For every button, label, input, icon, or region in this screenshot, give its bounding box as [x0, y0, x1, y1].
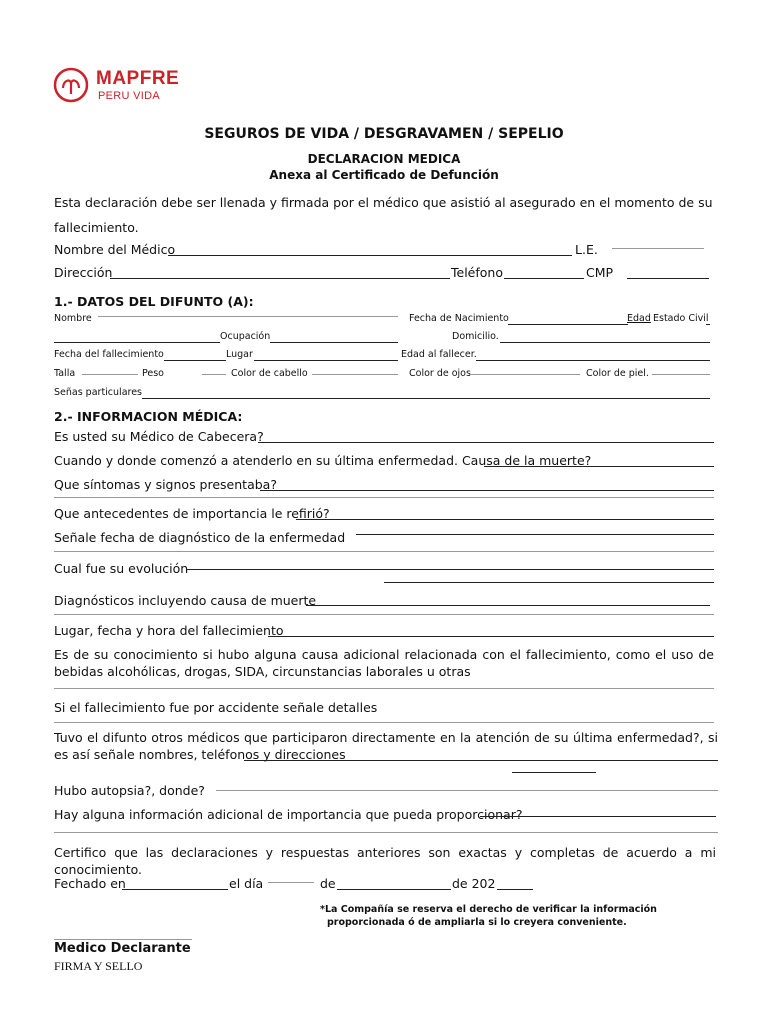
mapfre-emblem-icon — [52, 66, 90, 104]
q3-field[interactable] — [260, 490, 714, 491]
q3-field-2[interactable] — [54, 497, 714, 498]
q6-field[interactable] — [186, 569, 714, 570]
nombre-medico-field[interactable] — [168, 255, 572, 256]
color-piel-field[interactable] — [652, 374, 710, 375]
fecha-fallecimiento-field[interactable] — [164, 360, 226, 361]
signature-line[interactable] — [54, 939, 192, 940]
mes-field[interactable] — [337, 889, 451, 890]
telefono-field[interactable] — [504, 278, 584, 279]
color-piel-label: Color de piel. — [586, 368, 649, 379]
nombre-field-2[interactable] — [54, 342, 220, 343]
disclaimer-note-1: *La Compañía se reserva el derecho de verificar la información — [320, 904, 657, 915]
lugar-label: Lugar — [226, 349, 253, 360]
q4-field[interactable] — [296, 519, 714, 520]
q6-field-2[interactable] — [384, 582, 714, 583]
brand-name: MAPFRE — [96, 68, 180, 89]
color-cabello-label: Color de cabello — [231, 368, 308, 379]
domicilio-field[interactable] — [500, 342, 710, 343]
q7-field[interactable] — [306, 605, 710, 606]
q9-field[interactable] — [54, 688, 714, 689]
edad-label: Edad — [627, 313, 651, 324]
de-label: de — [320, 876, 336, 891]
q11-label: Tuvo el difunto otros médicos que participaron directamente en la atención de su última enfermedad?, si es así señale nombres, teléfonos y direcciones — [54, 730, 718, 762]
q2-label: Cuando y donde comenzó a atenderlo en su última enfermedad. Causa de la muerte? — [54, 453, 592, 468]
edad-fallecer-label: Edad al fallecer. — [401, 349, 477, 360]
page-title: SEGUROS DE VIDA / DESGRAVAMEN / SEPELIO — [204, 126, 564, 142]
domicilio-label: Domicilio. — [452, 331, 499, 342]
ocupacion-label: Ocupación — [220, 331, 271, 342]
section-2-title: 2.- INFORMACION MÉDICA: — [54, 409, 243, 424]
q9-label: Es de su conocimiento si hubo alguna causa adicional relacionada con el fallecimiento, como el uso de bebidas alcohólicas, drogas, SIDA, circunstancias laborales u otras — [54, 647, 714, 679]
senas-field[interactable] — [142, 398, 710, 399]
ocupacion-field[interactable] — [270, 342, 398, 343]
q5-field-2[interactable] — [54, 551, 714, 552]
q4-label: Que antecedentes de importancia le refirió? — [54, 506, 330, 521]
color-ojos-field[interactable] — [470, 374, 580, 375]
estado-civil-label: Estado Civil — [653, 313, 709, 324]
q10-label: Si el fallecimiento fue por accidente señale detalles — [54, 700, 378, 715]
el-dia-label: el día — [229, 876, 264, 891]
disclaimer-note-2: proporcionada ó de ampliarla si lo creyera conveniente. — [327, 917, 627, 928]
q2-field[interactable] — [484, 466, 714, 467]
senas-label: Señas particulares — [54, 387, 143, 398]
peso-field[interactable] — [202, 374, 226, 375]
intro-line-1: Esta declaración debe ser llenada y firmada por el médico que asistió al asegurado en el momento de su — [54, 195, 713, 210]
intro-line-2: fallecimiento. — [54, 220, 139, 235]
q10-field[interactable] — [54, 722, 714, 723]
q8-field[interactable] — [268, 636, 714, 637]
direccion-label: Dirección — [54, 265, 113, 280]
fecha-nacimiento-label: Fecha de Nacimiento — [409, 313, 509, 324]
edad-fallecer-field[interactable] — [476, 360, 710, 361]
firma-sello-label: FIRMA Y SELLO — [54, 959, 143, 973]
page-subtitle: DECLARACION MEDICA — [307, 152, 461, 166]
peso-label: Peso — [142, 368, 164, 379]
fecha-nacimiento-field[interactable] — [508, 324, 628, 325]
cmp-field[interactable] — [627, 278, 709, 279]
lugar-field[interactable] — [254, 360, 398, 361]
q8-label: Lugar, fecha y hora del fallecimiento — [54, 623, 284, 638]
estado-civil-field[interactable] — [706, 324, 710, 325]
color-ojos-label: Color de ojos — [409, 368, 471, 379]
talla-field[interactable] — [82, 374, 138, 375]
fechado-en-field[interactable] — [122, 889, 228, 890]
q6-label: Cual fue su evolución — [54, 561, 189, 576]
medico-declarante-label: Medico Declarante — [54, 941, 191, 956]
direccion-field[interactable] — [110, 278, 450, 279]
q13-field[interactable] — [480, 816, 716, 817]
section-1-title: 1.- DATOS DEL DIFUNTO (A): — [54, 294, 254, 309]
fecha-fallecimiento-label: Fecha del fallecimiento — [54, 349, 164, 360]
le-label: L.E. — [575, 242, 598, 257]
q5-field[interactable] — [356, 534, 714, 535]
year-field[interactable] — [497, 889, 533, 890]
mapfre-logo — [52, 64, 192, 108]
q12-label: Hubo autopsia?, donde? — [54, 783, 205, 798]
nombre-field[interactable] — [98, 316, 398, 317]
q7-label: Diagnósticos incluyendo causa de muerte — [54, 593, 317, 608]
q12-field[interactable] — [216, 790, 718, 791]
q13-field-2[interactable] — [54, 832, 718, 833]
color-cabello-field[interactable] — [312, 374, 398, 375]
el-dia-field[interactable] — [268, 882, 314, 883]
cmp-label: CMP — [586, 265, 614, 280]
certification-text: Certifico que las declaraciones y respuestas anteriores son exactas y completas de acuerdo a mi conocimiento. — [54, 845, 716, 877]
talla-label: Talla — [54, 368, 76, 379]
q3-label: Que síntomas y signos presentaba? — [54, 477, 277, 492]
q1-field[interactable] — [258, 442, 714, 443]
de-202-label: de 202 — [452, 876, 496, 891]
q5-label: Señale fecha de diagnóstico de la enfermedad — [54, 530, 346, 545]
fechado-en-label: Fechado en — [54, 876, 126, 891]
le-field[interactable] — [612, 248, 704, 249]
telefono-label: Teléfono — [451, 265, 503, 280]
page-subtitle-2: Anexa al Certificado de Defunción — [269, 168, 499, 182]
nombre-label: Nombre — [54, 313, 92, 324]
nombre-medico-label: Nombre del Médico — [54, 242, 176, 257]
q1-label: Es usted su Médico de Cabecera? — [54, 429, 264, 444]
q11-field-2[interactable] — [512, 772, 596, 773]
q13-label: Hay alguna información adicional de importancia que pueda proporcionar? — [54, 807, 523, 822]
brand-sub: PERU VIDA — [98, 90, 160, 102]
q7-field-2[interactable] — [54, 614, 714, 615]
q11-field[interactable] — [244, 760, 718, 761]
